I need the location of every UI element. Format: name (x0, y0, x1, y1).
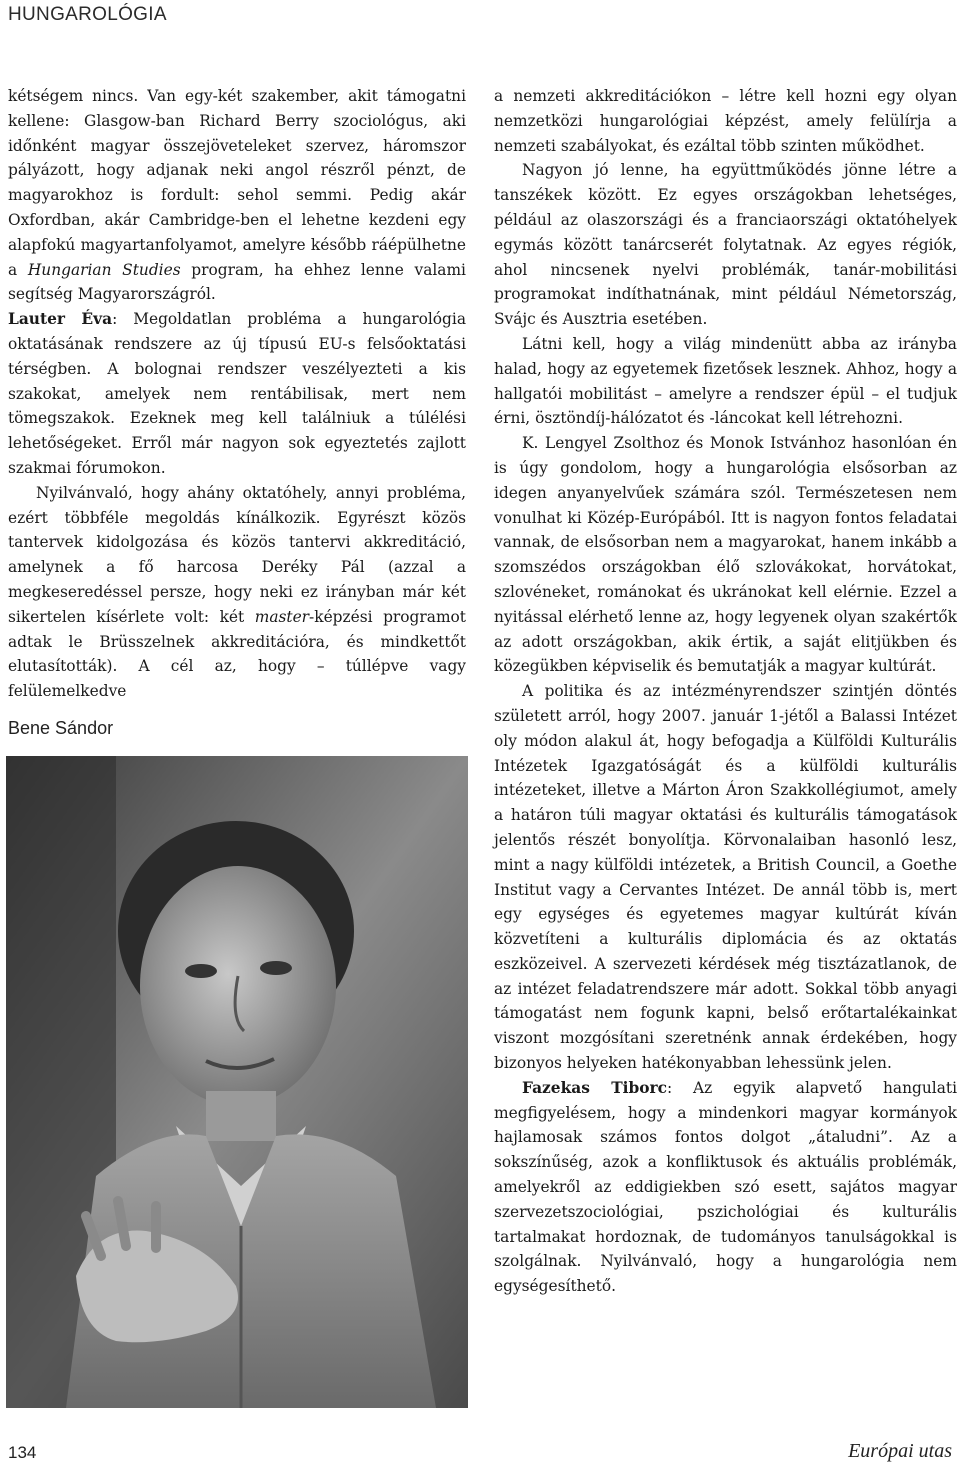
section-header: HUNGAROLÓGIA (8, 4, 167, 25)
left-column (8, 84, 466, 704)
paragraph: Lauter Éva: Megoldatlan probléma a hungarológia oktatásának rendszere az új típusú EU-s felsőoktatási térségben. A bolognai rendszer veszélyezteti a kis szakokat, amelyek nem rentábilisak, mert nem tömegszakok. Ezeknek meg kell találniuk a túlélési lehetőségeket. Erről már nagyon sok egyeztetés zajlott szakmai fórumokon. (8, 310, 467, 477)
paragraph: a nemzeti akkreditációkon – létre kell hozni egy olyan nemzetközi hungarológiai képzést, amely felülírja a nemzeti szabályokat, és ezáltal több szinten működhet. (494, 87, 957, 155)
photo-caption: Bene Sándor (8, 718, 114, 738)
right-column (494, 84, 957, 1299)
paragraph: Fazekas Tiborc: Az egyik alapvető hangulati megfigyelésem, hogy a mindenkori magyar kormányok hajlamosak számos fontos dolgot „átaludni”. Az a sokszínűség, azok a konfliktusok és aktuális problémák, amelyekről az eddigiekben szó esett, sajátos magyar szervezetszociológiai, pszichológiai és kulturális tartalmakat hordoznak, de tudományos tanulságokkal is szolgálnak. Nyilvánvaló, hogy a hungarológia nem egységesíthető. (494, 1078, 957, 1296)
paragraph: Nyilvánvaló, hogy ahány oktatóhely, annyi probléma, ezért többféle megoldás kínálkozik. Egyrészt közös tantervek kidolgozása és közös tantervi akkreditáció, amelynek a fő harcosa Deréky Pál (azzal a megkeseredéssel persze, hogy neki ez irányban már két sikertelen kísérlete volt: két master-képzési programot adtak le Brüsszelnek akkreditációra, és mindkettőt elutasították). A cél az, hogy – túllépve vagy felülemelkedve (8, 483, 466, 701)
portrait-photo (6, 756, 468, 1408)
journal-title: Európai utas (848, 1440, 952, 1462)
speaker-name: Fazekas Tiborc (522, 1078, 667, 1097)
paragraph: Látni kell, hogy a világ mindenütt abba az irányba halad, hogy az egyetemek fizetősek lesznek. Ahhoz, hogy a hallgatói mobilitást – amelyre a rendszer épül – el tudjuk érni, ösztöndíj-hálózatot és -láncokat kell létrehozni. (494, 334, 957, 428)
paragraph: K. Lengyel Zsolthoz és Monok Istvánhoz hasonlóan én is úgy gondolom, hogy a hungarológia elsősorban az idegen anyanyelvűek számára szól. Természetesen nem vonulhat ki Közép-Európából. Itt is nagyon fontos feladatai vannak, de elsősorban nem a magyarokat, hanem inkább a szomszédos országokban élő szlovákokat, horvátokat, szlovéneket, románokat és ukránokat kell elérnie. Ezzel a nyitással elérhető lenne az, hogy legyenek olyan szakértők az adott országokban, akik értik, a saját elitjükben és közegükben képviselik és bemutatják a magyar kultúrát. (494, 434, 957, 676)
paragraph: A politika és az intézményrendszer szintjén döntés született arról, hogy 2007. január 1-jétől a Balassi Intézet oly módon alakul át, hogy befogadja a Külföldi Kulturális Intézetek Igazgatóságát és a külföldi kulturális intézeteket, illetve a Márton Áron Szakkollégiumot, amely a határon túli magyar oktatási és kulturális támogatások jelentős részét bonyolítja. Körvonalaiban hasonló lesz, mint a nagy külföldi intézetek, a British Council, a Goethe Institut vagy a Cervantes Intézet. De annál több is, mert egy egységes és egyetemes magyar kultúrát kíván közvetíteni a kulturális diplomácia és az oktatás eszközeivel. A szervezeti kérdések még tisztázatlanok, de az intézet feladatrendszere már adott. Sokkal több anyagi támogatást nem fogunk kapni, belső erőtartalékainkat viszont mozgósítani szeretnénk annak érdekében, hogy bizonyos helyeken hatékonyabban lehessünk jelen. (494, 682, 957, 1073)
paragraph: Nagyon jó lenne, ha együttműködés jönne létre a tanszékek között. Ez egyes országokban lehetséges, például az olaszországi és a franciaországi oktatóhelyek egymás között tanárcserét folytatnak. Az egyes régiók, ahol nincsenek nyelvi problémák, tanár-mobilitási programokat indíthatnának, mint például Németország, Svájc és Ausztria esetében. (494, 161, 957, 329)
paragraph: kétségem nincs. Van egy-két szakember, akit támogatni kellene: Glasgow-ban Richard Berry szociológus, aki időnként magyar összejöveteleket szervez, háromszor pályázott, hogy adjanak neki angol részről pénzt, de magyarokhoz is fordult: sehol semmi. Pedig akár Oxfordban, akár Cambridge-ben el lehetne kezdeni egy alapfokú magyartanfolyamot, amelyre később ráépülhetne a Hungarian Studies program, ha ehhez lenne valami segítség Magyarországról. (8, 87, 466, 304)
speaker-name: Lauter Éva (8, 310, 113, 329)
page-number: 134 (8, 1443, 37, 1462)
